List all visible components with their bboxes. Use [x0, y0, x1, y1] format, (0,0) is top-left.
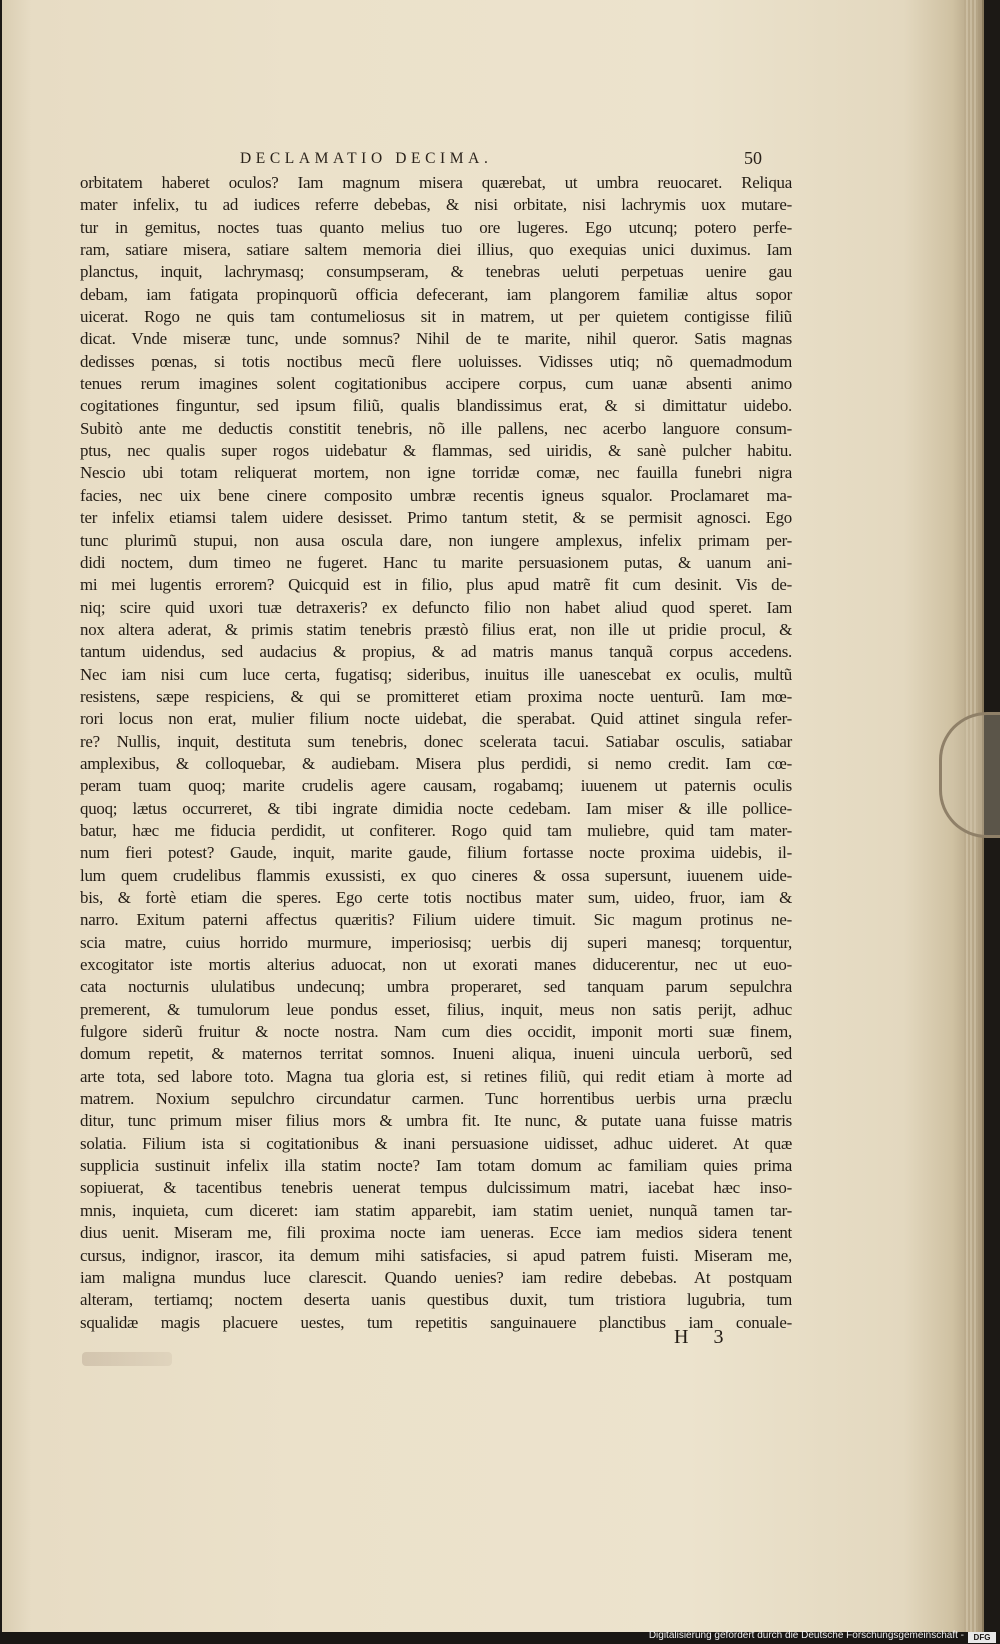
text-line: fulgore siderũ fruitur & nocte nostra. Nam cum dies occidit, imponit morti suæ finem,	[80, 1022, 792, 1042]
text-line: narro. Exitum paterni affectus quæritis? Filium uidere timuit. Sic magum protinus ne-	[80, 910, 792, 930]
signature-mark: H 3	[674, 1326, 734, 1348]
text-line: uicerat. Rogo ne quis tam contumeliosus sit in matrem, ut per quietem contigisse filiũ	[80, 307, 792, 327]
footer-credit: Digitalisierung gefördert durch die Deutsche Forschungsgemeinschaft -	[648, 1630, 964, 1641]
text-line: iam maligna mundus luce clarescit. Quando uenies? iam redire debebas. At postquam	[80, 1267, 792, 1287]
text-line: dedisses pœnas, si totis noctibus mecũ flere uoluisses. Vidisses utiq; nõ quemadmodum	[80, 351, 792, 371]
library-stamp	[82, 1352, 172, 1366]
text-line: num fieri potest? Gaude, inquit, marite gaude, filium fortasse nocte proxima uidebis, il-	[80, 843, 792, 863]
text-line: bis, & fortè etiam die speres. Ego certe totis noctibus mater sum, uideo, fruor, iam &	[80, 888, 792, 907]
text-line: matrem. Noxium sepulchro circundatur carmen. Tunc horrentibus uerbis urna præclu	[80, 1089, 792, 1109]
text-line: supplicia sustinuit infelix illa statim nocte? Iam totam domum ac familiam quies prima	[80, 1156, 792, 1176]
text-line: facies, nec uix bene cinere composito umbræ recentis igneus squalor. Proclamaret ma-	[80, 485, 792, 505]
text-line: Nescio ubi totam reliquerat mortem, non igne torridæ comæ, nec fauilla funebri nigra	[80, 463, 792, 483]
body-text	[80, 172, 792, 1334]
text-line: tunc plurimũ stupui, non ausa oscula dare, non iungere amplexus, infelix primam per-	[80, 530, 792, 550]
text-line: niq; scire quid uxori tuæ detraxeris? ex defuncto filio non habet aliud quod speret. Iam	[80, 597, 792, 617]
text-line: rori locus non erat, mulier filium nocte uidebat, die sperabat. Quid attinet singula refer-	[80, 709, 792, 729]
text-line: re? Nullis, inquit, destituta sum tenebris, donec scelerata tacui. Satiabar osculis, satiabar	[80, 731, 792, 751]
text-line: mnis, inquieta, cum diceret: iam statim apparebit, iam statim ueniet, nunquã tamen tar-	[80, 1200, 792, 1220]
running-head-title: DECLAMATIO DECIMA.	[240, 150, 493, 167]
text-line: Nec iam nisi cum luce certa, fugatisq; sideribus, inuitus ille uanescebat ex oculis, multũ	[80, 664, 792, 684]
text-line: excogitator iste mortis alterius aduocat, non ut exorati manes diducerentur, nec ut euo-	[80, 955, 792, 975]
text-line: peram tuam quoq; marite crudelis agere causam, rogabamq; iuuenem ut paternis oculis	[80, 776, 792, 796]
book-page	[2, 0, 984, 1632]
footer-bar	[0, 1632, 1000, 1644]
text-line: ditur, tunc primum miser filius mors & umbra fit. Ite nunc, & putate uana fuisse matris	[80, 1111, 792, 1131]
text-line: tur in gemitus, noctes tuas quanto melius tuo ore lugeres. Ego utcunq; potero perfe-	[80, 217, 792, 237]
text-line: orbitatem haberet oculos? Iam magnum misera quærebat, ut umbra reuocaret. Reliqua	[80, 173, 792, 192]
text-line: sopiuerat, & tacentibus tenebris uenerat tempus dulcissimum matri, iacebat hæc inso-	[80, 1178, 792, 1198]
text-line: mi mei lugentis errorem? Quicquid est in filio, plus apud matrẽ fit cum desinit. Vis de-	[80, 575, 792, 595]
text-line: didi noctem, dum timeo ne fugeret. Hanc tu marite persuasionem putas, & uanum ani-	[80, 552, 792, 572]
text-line: cogitationes finguntur, sed ipsum filiũ, qualis blandissimus erat, & si dimittatur uidebo.	[80, 396, 792, 416]
text-line: ptus, nec qualis super rogos uidebatur & flammas, sed uiridis, & sanè pulcher habitu.	[80, 441, 792, 461]
text-line: dius uenit. Miseram me, fili proxima nocte iam ueneras. Ecce iam medios sidera tenent	[80, 1223, 792, 1243]
text-line: quoq; lætus occurreret, & tibi ingrate dimidia nocte cedebam. Iam miser & ille pollice-	[80, 798, 792, 818]
text-line: ter infelix etiamsi talem uidere desisset. Primo tantum stetit, & se permisit agnosci. Ego	[80, 508, 792, 528]
folio-number: 50	[744, 148, 762, 168]
text-line: scia matre, cuius horrido murmure, imperiosisq; uerbis dij superi manesq; torquentur,	[80, 932, 792, 952]
text-line: squalidæ magis placuere uestes, tum repetitis sanguinauere planctibus iam conuale-	[80, 1312, 792, 1332]
book-clasp	[939, 712, 1000, 838]
text-line: premerent, & tumulorum leue pondus esset, filius, inquit, meus non satis perijt, adhuc	[80, 999, 792, 1019]
text-line: solatia. Filium ista si cogitationibus & inani persuasione uidisset, adhuc uideret. At quæ	[80, 1133, 792, 1153]
text-line: planctus, inquit, lachrymasq; consumpseram, & tenebras ueluti perpetuas uenire gau	[80, 262, 792, 282]
text-line: nox altera aderat, & primis statim tenebris præstò filius erat, non ille ut pridie procul, &	[80, 619, 792, 639]
text-line: cursus, indignor, irascor, ita demum mihi satisfacies, si apud patrem fuisti. Miseram me,	[80, 1245, 792, 1265]
text-line: tenues rerum imagines solent cogitationibus accipere corpus, cum uanæ absenti animo	[80, 374, 792, 394]
text-line: mater infelix, tu ad iudices referre debebas, & nisi orbitate, nisi lachrymis uox mutare-	[80, 195, 792, 215]
text-line: batur, hæc me fiducia perdidit, ut confiterer. Rogo quid tam muliebre, quid tam mater-	[80, 820, 792, 840]
text-line: tantum uidendus, sed audacius & propius, & ad matris manus tanquã corpus accedens.	[80, 642, 792, 662]
text-line: debam, iam fatigata propinquorũ officia defecerant, iam plangorem familiæ altus sopor	[80, 284, 792, 304]
text-line: ram, satiare misera, satiare saltem memoria diei illius, quo exequias unici duximus. Iam	[80, 240, 792, 260]
text-line: domum repetit, & maternos territat somnos. Inueni aliqua, inueni uincula uerborũ, sed	[80, 1044, 792, 1064]
text-line: amplexibus, & colloquebar, & audiebam. Misera plus perdidi, si nemo credit. Iam cœ-	[80, 753, 792, 773]
text-line: Subitò ante me deductis constitit tenebris, nõ ille pallens, nec acerbo languore consum-	[80, 418, 792, 438]
text-line: alteram, tertiamq; noctem deserta uanis questibus duxit, tum tristiora lugubria, tum	[80, 1290, 792, 1310]
running-head	[2, 150, 982, 170]
text-line: dicat. Vnde miseræ tunc, unde somnus? Nihil de te marite, nihil queror. Satis magnas	[80, 329, 792, 349]
text-line: arte tota, sed labore toto. Magna tua gloria est, si retines filiũ, qui redit etiam à morte ad	[80, 1066, 792, 1086]
text-line: lum quem crudelibus flammis exussisti, ex quo cineres & ossa supersunt, iuuenem uide-	[80, 865, 792, 885]
text-line: cata nocturnis ululatibus undecunq; umbra properaret, sed tanquam parum sepulchra	[80, 977, 792, 997]
text-line: resistens, sæpe respiciens, & qui se promitteret etiam proxima nocte uenturũ. Iam mœ-	[80, 686, 792, 706]
dfg-logo: DFG	[968, 1632, 996, 1643]
